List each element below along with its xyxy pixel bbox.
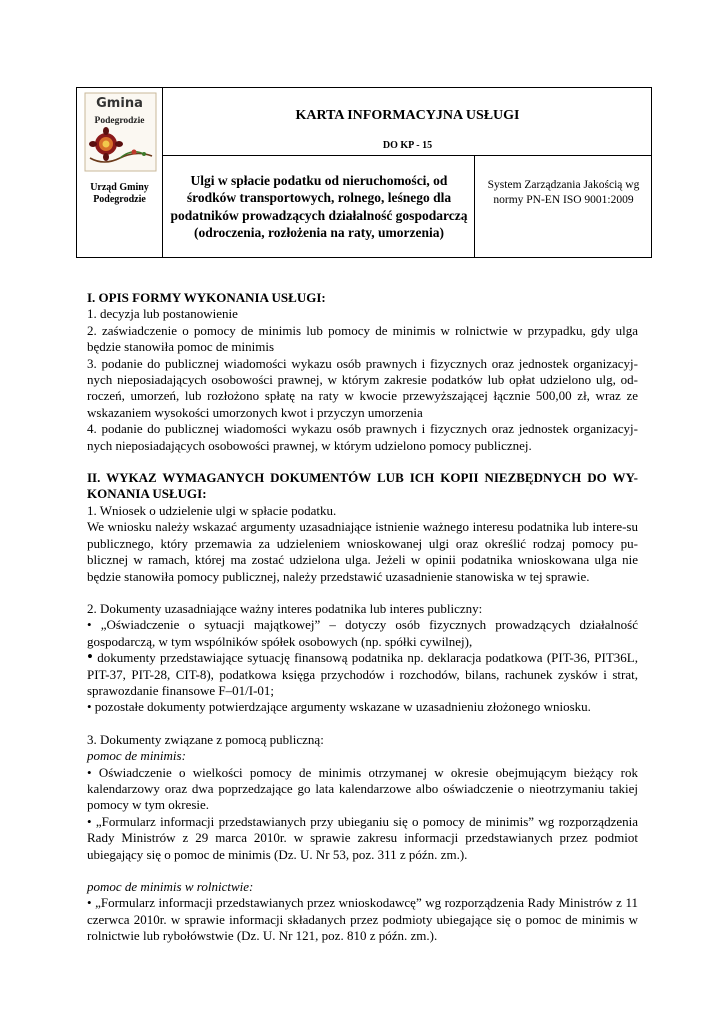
document-body (87, 290, 638, 945)
logo-text-gmina: Gmina (96, 96, 143, 111)
bullet-dot: • (87, 647, 93, 667)
bullet-item: • „Formularz informacji przedstawianych przez wnioskodawcę” wg rozporządzenia Rady Ministrów z 11 czerwca 2010r. w sprawie informacji składanych przez podmioty ubiegające się o pomoc de minimis w rolnictwie lub rybołówstwie (Dz. U. Nr 121, poz. 810 z późn. zm.). (87, 895, 638, 944)
bullet-item: • „Formularz informacji przedstawianych przy ubieganiu się o pomocy de minimis” wg rozporządzenia Rady Ministrów z 29 marca 2010r. w sprawie zakresu informacji przedstawianych przez podmiot ubiegający się o pomoc de minimis (Dz. U. Nr 53, poz. 311 z późn. zm.). (87, 813, 638, 862)
card-title: KARTA INFORMACYJNA USŁUGI (295, 108, 520, 123)
logo-text-podegrodzie: Podegrodzie (94, 116, 145, 126)
subheading: pomoc de minimis w rolnictwie: (87, 879, 254, 894)
section-title: I. OPIS FORMY WYKONANIA USŁUGI: (87, 290, 326, 305)
subheading: pomoc de minimis: (87, 748, 186, 764)
service-name: Ulgi w spłacie podatku od nieruchomości, od środków transportowych, rolnego, leśnego dla podatników prowadzących działalność gospodarczą (odroczenia, rozłożenia na raty, umorzenia) (170, 173, 468, 241)
list-item: 4. podanie do publicznej wiadomości wykazu osób prawnych i fizycznych oraz jednostek organizacyj-nych nieposiadających osobowości prawnej, w którym udzielono pomocy publicznej. (87, 421, 638, 453)
table-divider (162, 155, 652, 156)
paragraph: 1. Wniosek o udzielenie ulgi w spłacie podatku. (87, 502, 337, 518)
quality-system: System Zarządzania Jakością wg normy PN-EN ISO 9001:2009 (487, 179, 640, 206)
bullet-item (87, 647, 638, 699)
header-table (76, 87, 652, 258)
bullet-item: • pozostałe dokumenty potwierdzające argumenty wskazane w uzasadnieniu złożonego wniosku. (87, 699, 591, 715)
section-title: II. WYKAZ WYMAGANYCH DOKUMENTÓW LUB ICH KOPII NIEZBĘDNYCH DO WY-KONANIA USŁUGI: (87, 470, 638, 502)
paragraph: 3. Dokumenty związane z pomocą publiczną: (87, 731, 324, 747)
list-item: 3. podanie do publicznej wiadomości wykazu osób prawnych i fizycznych oraz jednostek organizacyj-nych nieposiadających osobowości prawnej, w którym zakresie podatków lub opłat udzielono ulg, od-roczeń, umorzeń, lub rozłożono spłatę na raty w kwocie przewyższającej łącznie 500,00 zł, wraz ze wskazaniem wysokości umorzonych kwot i przyczyn umorzenia (87, 355, 638, 420)
bullet-item: • Oświadczenie o wielkości pomocy de minimis otrzymanej w okresie obejmującym bieżący rok kalendarzowy oraz dwa poprzedzające go lata kalendarzowe albo oświadczenie o nieotrzymaniu takiej pomocy w tym okresie. (87, 764, 638, 813)
document-code: DO KP - 15 (382, 140, 433, 151)
paragraph: We wniosku należy wskazać argumenty uzasadniające istnienie ważnego interesu podatnika lub intere-su publicznego, który przemawia za udzieleniem wnioskowanej ulgi oraz określić rodzaj pomocy pu-blicznej w ramach, której ma zostać udzielona ulga. Jeżeli w opinii podatnika wnioskowana ulga nie będzie stanowiła pomocy publicznej, należy przedstawić uzasadnienie stanowiska w tej sprawie. (87, 519, 638, 584)
list-item: 2. zaświadczenie o pomocy de minimis lub pomocy de minimis w rolnictwie w przypadku, gdy ulga będzie stanowiła pomoc de minimis (87, 322, 638, 355)
paragraph: 2. Dokumenty uzasadniające ważny interes podatnika lub interes publiczny: (87, 600, 483, 616)
bullet-item: • „Oświadczenie o sytuacji majątkowej” – dotyczy osób fizycznych prowadzących działalność gospodarczą, w tym wspólników spółek osobowych (np. spółki cywilnej), (87, 617, 638, 649)
logo-cell (77, 88, 162, 257)
bullet-text: dokumenty przedstawiające sytuację finansową podatnika np. deklaracja podatkowa (PIT-36, PIT36L, PIT-37, PIT-28, CIT-8), podatkowa księga przychodów i rozchodów, bilans, rachunek zysków i strat, sprawozdanie finansowe F–01/I-01; (87, 650, 638, 698)
office-name: Urząd Gminy Podegrodzie (90, 182, 149, 205)
list-item: 1. decyzja lub postanowienie (87, 306, 238, 322)
